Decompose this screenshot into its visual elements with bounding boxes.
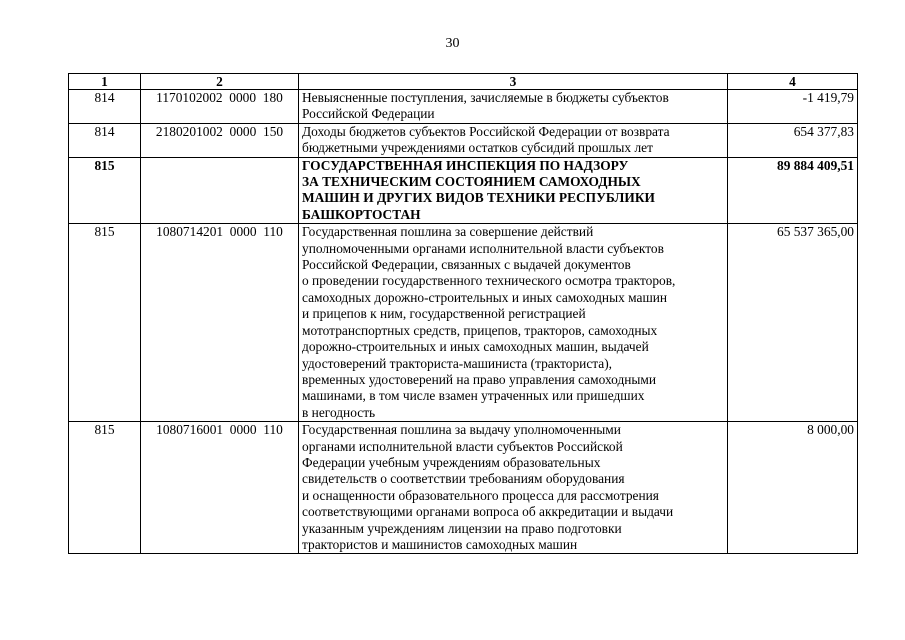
description-line: БАШКОРТОСТАН [302,206,421,222]
description-line: трактористов и машинистов самоходных машин [302,536,578,552]
admin-code-cell: 814 [69,123,141,157]
table-body [69,74,858,554]
header-cell-2: 2 [141,74,299,90]
description-cell [299,224,728,422]
description-cell [299,157,728,224]
table-row [69,224,858,422]
description-line: удостоверений тракториста-машиниста (тракториста), [302,355,613,371]
description-line: Государственная пошлина за совершение действий [302,224,594,240]
description-line: уполномоченными органами исполнительной власти субъектов [302,240,664,256]
table-row [69,422,858,554]
description-line: Российской Федерации, связанных с выдачей документов [302,257,631,273]
header-cell-3: 3 [299,74,728,90]
description-line: ЗА ТЕХНИЧЕСКИМ СОСТОЯНИЕМ САМОХОДНЫХ [302,174,641,190]
admin-code-cell: 815 [69,224,141,422]
description-line: свидетельств о соответствии требованиям оборудования [302,471,625,487]
page-number: 30 [445,36,460,51]
amount-cell: 654 377,83 [728,123,858,157]
description-line: Федерации учебным учреждениям образовательных [302,454,601,470]
description-line: органами исполнительной власти субъектов Российской [302,438,623,454]
header-cell-1: 1 [69,74,141,90]
description-line: дорожно-строительных и иных самоходных машин, выдачей [302,339,649,355]
description-line: мототранспортных средств, прицепов, тракторов, самоходных [302,322,658,338]
description-line: Российской Федерации [302,106,435,122]
kbk-code-cell: 1170102002 0000 180 [141,90,299,124]
amount-cell: -1 419,79 [728,90,858,124]
kbk-code-cell: 1080714201 0000 110 [141,224,299,422]
description-line: указанным учреждениям лицензии на право подготовки [302,520,622,536]
description-line: соответствующими органами вопроса об аккредитации и выдачи [302,504,674,520]
header-cell-4: 4 [728,74,858,90]
admin-code-cell: 815 [69,157,141,224]
description-line: временных удостоверений на право управления самоходными [302,371,657,387]
description-line: Невыясненные поступления, зачисляемые в бюджеты субъектов [302,90,669,105]
table-header-row [69,74,858,90]
admin-code-cell: 815 [69,422,141,554]
budget-table [68,73,858,554]
table-row [69,123,858,157]
table-row [69,157,858,224]
description-line: Государственная пошлина за выдачу уполномоченными [302,422,621,438]
table-row [69,90,858,124]
kbk-code-cell [141,157,299,224]
amount-cell: 89 884 409,51 [728,157,858,224]
description-cell [299,123,728,157]
description-line: в негодность [302,404,376,420]
description-line: Доходы бюджетов субъектов Российской Федерации от возврата [302,123,670,139]
description-line: ГОСУДАРСТВЕННАЯ ИНСПЕКЦИЯ ПО НАДЗОРУ [302,157,629,173]
description-line: о проведении государственного технического осмотра тракторов, [302,273,676,289]
description-line: машинами, в том числе взамен утраченных или пришедших [302,388,645,404]
amount-cell: 8 000,00 [728,422,858,554]
description-line: бюджетными учреждениями остатков субсидий прошлых лет [302,140,653,156]
description-cell [299,90,728,124]
description-line: и оснащенности образовательного процесса для рассмотрения [302,487,659,503]
description-line: МАШИН И ДРУГИХ ВИДОВ ТЕХНИКИ РЕСПУБЛИКИ [302,190,655,206]
admin-code-cell: 814 [69,90,141,124]
kbk-code-cell: 2180201002 0000 150 [141,123,299,157]
kbk-code-cell: 1080716001 0000 110 [141,422,299,554]
description-line: самоходных дорожно-строительных и иных самоходных машин [302,289,668,305]
amount-cell: 65 537 365,00 [728,224,858,422]
description-line: и прицепов к ним, государственной регистрацией [302,306,586,322]
description-cell [299,422,728,554]
